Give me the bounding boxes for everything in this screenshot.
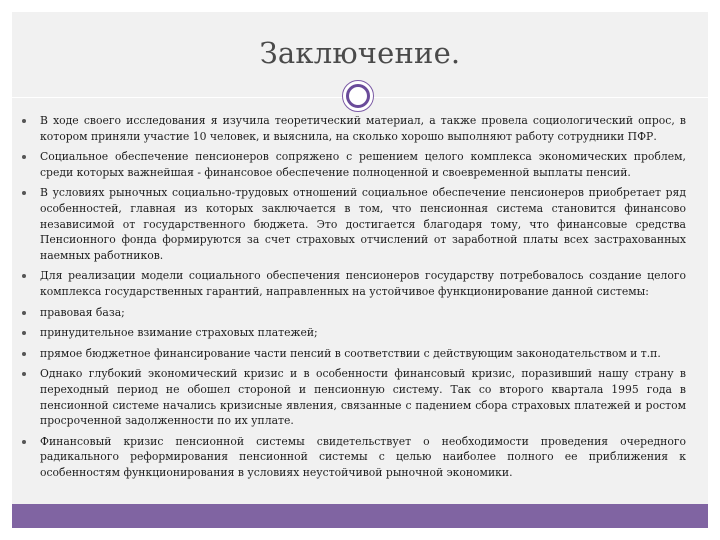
bullet-text: правовая база;: [40, 305, 125, 319]
bullet-text: В условиях рыночных социально-трудовых отношений социальное обеспечение пенсионеров приобретает ряд особенностей, главная из которых заключается в том, что пенсионная система становится финансово независимой от государственного бюджета. Это достигается благодаря тому, что финансовые средства Пенсионного фонда формируются за счет страховых отчислений от заработной платы всех застрахованных наемных работников.: [40, 186, 686, 262]
footer-accent-bar: [12, 504, 708, 528]
list-item: [22, 185, 686, 263]
bullet-dot-icon: [22, 274, 26, 278]
bullet-text: В ходе своего исследования я изучила теоретический материал, а также провела социологический опрос, в котором приняли участие 10 человек, и выяснила, на сколько хорошо выполняют работу сотрудники ПФР.: [40, 114, 686, 143]
bullet-text: принудительное взимание страховых платежей;: [40, 326, 318, 340]
bullet-text: Социальное обеспечение пенсионеров сопряжено с решением целого комплекса экономических проблем, среди которых важнейшая - финансовое обеспечение полноценной и своевременной выплаты пенсий.: [40, 150, 686, 179]
list-item: [22, 434, 686, 481]
bullet-dot-icon: [22, 155, 26, 159]
list-item: [22, 268, 686, 299]
bullet-dot-icon: [22, 191, 26, 195]
list-item: [22, 325, 686, 341]
bullet-dot-icon: [22, 352, 26, 356]
bullet-text: прямое бюджетное финансирование части пенсий в соответствии с действующим законодательством и т.п.: [40, 346, 661, 360]
bullet-text: Однако глубокий экономический кризис и в особенности финансовый кризис, поразивший нашу страну в переходный период не обошел стороной и пенсионную систему. Так со второго квартала 1995 года в пенсионной системе начались кризисные явления, связанные с падением сбора страховых платежей и ростом просроченной задолженности по их уплате.: [40, 367, 686, 428]
list-item: [22, 346, 686, 362]
list-item: [22, 366, 686, 428]
ring-ornament-icon: [342, 80, 374, 112]
bullet-dot-icon: [22, 440, 26, 444]
bullet-dot-icon: [22, 119, 26, 123]
bullet-list: [22, 113, 686, 485]
bullet-text: Для реализации модели социального обеспечения пенсионеров государству потребовалось создание целого комплекса государственных гарантий, направленных на устойчивое функционирование данной системы:: [40, 269, 686, 298]
bullet-dot-icon: [22, 372, 26, 376]
bullet-dot-icon: [22, 331, 26, 335]
list-item: [22, 149, 686, 180]
bullet-dot-icon: [22, 311, 26, 315]
list-item: [22, 113, 686, 144]
list-item: [22, 305, 686, 321]
slide-title: Заключение.: [259, 36, 461, 70]
bullet-text: Финансовый кризис пенсионной системы свидетельствует о необходимости проведения очередного радикального реформирования пенсионной системы с целью наиболее полного ее приближения к особенностям функционирования в условиях неустойчивой рыночной экономики.: [40, 434, 686, 479]
